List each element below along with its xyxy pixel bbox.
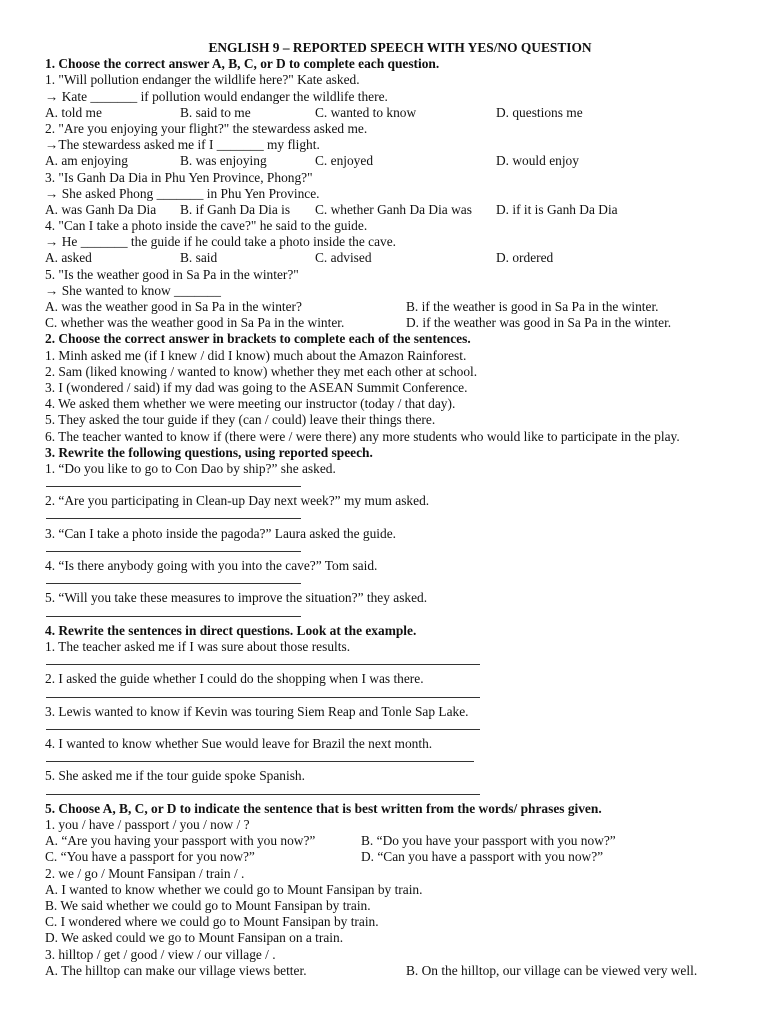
s5-q3-options-ab (45, 963, 745, 979)
option-c: C. “You have a passport for you now?” (45, 849, 255, 865)
option-b: B. said (180, 250, 218, 266)
s5-q1-options-ab (45, 833, 745, 849)
s3-item-3: 3. “Can I take a photo inside the pagoda?” Laura asked the guide. (45, 525, 397, 541)
option-a: A. The hilltop can make our village views better. (45, 962, 307, 978)
option-d: D. would enjoy (496, 153, 579, 169)
s3-item-1: 1. “Do you like to go to Con Dao by ship?” she asked. (45, 460, 336, 476)
s3-item-4: 4. “Is there anybody going with you into the cave?” Tom said. (45, 558, 378, 573)
worksheet (45, 40, 745, 979)
option-c: C. advised (315, 250, 372, 266)
s4-item-2: 2. I asked the guide whether I could do the shopping when I was there. (45, 671, 424, 687)
s5-q2-option-d: D. We asked could we go to Mount Fansipan on a train. (45, 930, 344, 946)
s2-item-1: 1. Minh asked me (if I knew / did I know) much about the Amazon Rainforest. (45, 347, 467, 363)
section-4-heading: 4. Rewrite the sentences in direct questions. Look at the example. (45, 622, 417, 638)
s1-q5-options-ab (45, 299, 745, 315)
s2-item-5: 5. They asked the tour guide if they (can / could) leave their things there. (45, 412, 436, 428)
section-1-heading: 1. Choose the correct answer A, B, C, or D to complete each question. (45, 56, 440, 72)
option-d: D. ordered (496, 250, 554, 266)
s5-q3-stem: 3. hilltop / get / good / view / our village / . (45, 946, 276, 962)
section-3-heading: 3. Rewrite the following questions, using reported speech. (45, 444, 373, 460)
option-a: A. told me (45, 104, 102, 120)
s1-q5-options-cd (45, 315, 745, 331)
option-b: B. if the weather is good in Sa Pa in the winter. (406, 299, 659, 314)
answer-line[interactable] (45, 574, 745, 590)
s4-item-1: 1. The teacher asked me if I was sure about those results. (45, 638, 351, 654)
option-a: A. “Are you having your passport with you now?” (45, 833, 316, 849)
answer-line[interactable] (45, 688, 745, 704)
answer-line[interactable] (45, 720, 745, 736)
s1-q3-prompt: → She asked Phong _______ in Phu Yen Province. (45, 185, 320, 201)
s1-q1-options (45, 105, 745, 121)
s4-item-5: 5. She asked me if the tour guide spoke Spanish. (45, 768, 305, 784)
s1-q2-prompt: →The stewardess asked me if I _______ my flight. (45, 137, 320, 153)
section-5-heading: 5. Choose A, B, C, or D to indicate the sentence that is best written from the words/ phrases given. (45, 800, 602, 816)
option-c: C. whether Ganh Da Dia was (315, 201, 472, 217)
option-a: A. was Ganh Da Dia (45, 201, 157, 217)
option-a: A. was the weather good in Sa Pa in the winter? (45, 299, 302, 314)
s5-q1-stem: 1. you / have / passport / you / now / ? (45, 817, 250, 832)
s1-q4-options (45, 250, 745, 266)
s4-item-3: 3. Lewis wanted to know if Kevin was touring Siem Reap and Tonle Sap Lake. (45, 703, 469, 719)
s1-q5-stem: 5. "Is the weather good in Sa Pa in the winter?" (45, 266, 299, 282)
s4-item-4: 4. I wanted to know whether Sue would leave for Brazil the next month. (45, 736, 433, 752)
answer-line[interactable] (45, 752, 745, 768)
s1-q3-options (45, 202, 745, 218)
s3-item-2: 2. “Are you participating in Clean-up Day next week?” my mum asked. (45, 493, 430, 509)
answer-line[interactable] (45, 607, 745, 623)
s3-item-5: 5. “Will you take these measures to improve the situation?” they asked. (45, 590, 428, 606)
section-2-heading: 2. Choose the correct answer in brackets to complete each of the sentences. (45, 331, 471, 347)
option-b: B. if Ganh Da Dia is (180, 201, 291, 217)
s2-item-3: 3. I (wondered / said) if my dad was going to the ASEAN Summit Conference. (45, 379, 468, 395)
s5-q2-option-b: B. We said whether we could go to Mount Fansipan by train. (45, 897, 371, 913)
s2-item-4: 4. We asked them whether we were meeting our instructor (today / that day). (45, 396, 456, 412)
s2-item-2: 2. Sam (liked knowing / wanted to know) whether they met each other at school. (45, 363, 478, 379)
s1-q2-options (45, 153, 745, 169)
s1-q1-stem: 1. "Will pollution endanger the wildlife here?" Kate asked. (45, 72, 360, 88)
option-d: D. if it is Ganh Da Dia (496, 201, 618, 217)
s5-q1-options-cd (45, 849, 745, 865)
answer-line[interactable] (45, 655, 745, 671)
option-c: C. wanted to know (315, 104, 417, 120)
answer-line[interactable] (45, 542, 745, 558)
option-a: A. am enjoying (45, 153, 128, 169)
s2-item-6: 6. The teacher wanted to know if (there were / were there) any more students who would like to participate in the play. (45, 428, 680, 444)
s1-q1-prompt: → Kate _______ if pollution would endanger the wildlife there. (45, 88, 388, 104)
option-c: C. enjoyed (315, 153, 374, 169)
s1-q3-stem: 3. "Is Ganh Da Dia in Phu Yen Province, Phong?" (45, 169, 313, 185)
s1-q4-prompt: → He _______ the guide if he could take a photo inside the cave. (45, 234, 397, 250)
option-b: B. was enjoying (180, 153, 267, 169)
s1-q4-stem: 4. "Can I take a photo inside the cave?" he said to the guide. (45, 218, 368, 234)
s5-q2-stem: 2. we / go / Mount Fansipan / train / . (45, 865, 245, 881)
option-d: D. questions me (496, 104, 583, 120)
s1-q2-stem: 2. "Are you enjoying your flight?" the stewardess asked me. (45, 120, 368, 136)
option-b: B. said to me (180, 104, 251, 120)
answer-line[interactable] (45, 785, 745, 801)
option-b: B. On the hilltop, our village can be viewed very well. (406, 962, 698, 978)
option-d: D. “Can you have a passport with you now?” (361, 849, 604, 865)
option-c: C. whether was the weather good in Sa Pa in the winter. (45, 315, 345, 331)
page-title: ENGLISH 9 – REPORTED SPEECH WITH YES/NO QUESTION (208, 40, 592, 55)
option-a: A. asked (45, 250, 92, 266)
answer-line[interactable] (45, 477, 745, 493)
s1-q5-prompt: → She wanted to know _______ (45, 282, 221, 298)
option-b: B. “Do you have your passport with you now?” (361, 833, 616, 849)
s5-q2-option-a: A. I wanted to know whether we could go to Mount Fansipan by train. (45, 881, 423, 897)
option-d: D. if the weather was good in Sa Pa in the winter. (406, 315, 672, 331)
answer-line[interactable] (45, 509, 745, 525)
s5-q2-option-c: C. I wondered where we could go to Mount Fansipan by train. (45, 914, 379, 930)
